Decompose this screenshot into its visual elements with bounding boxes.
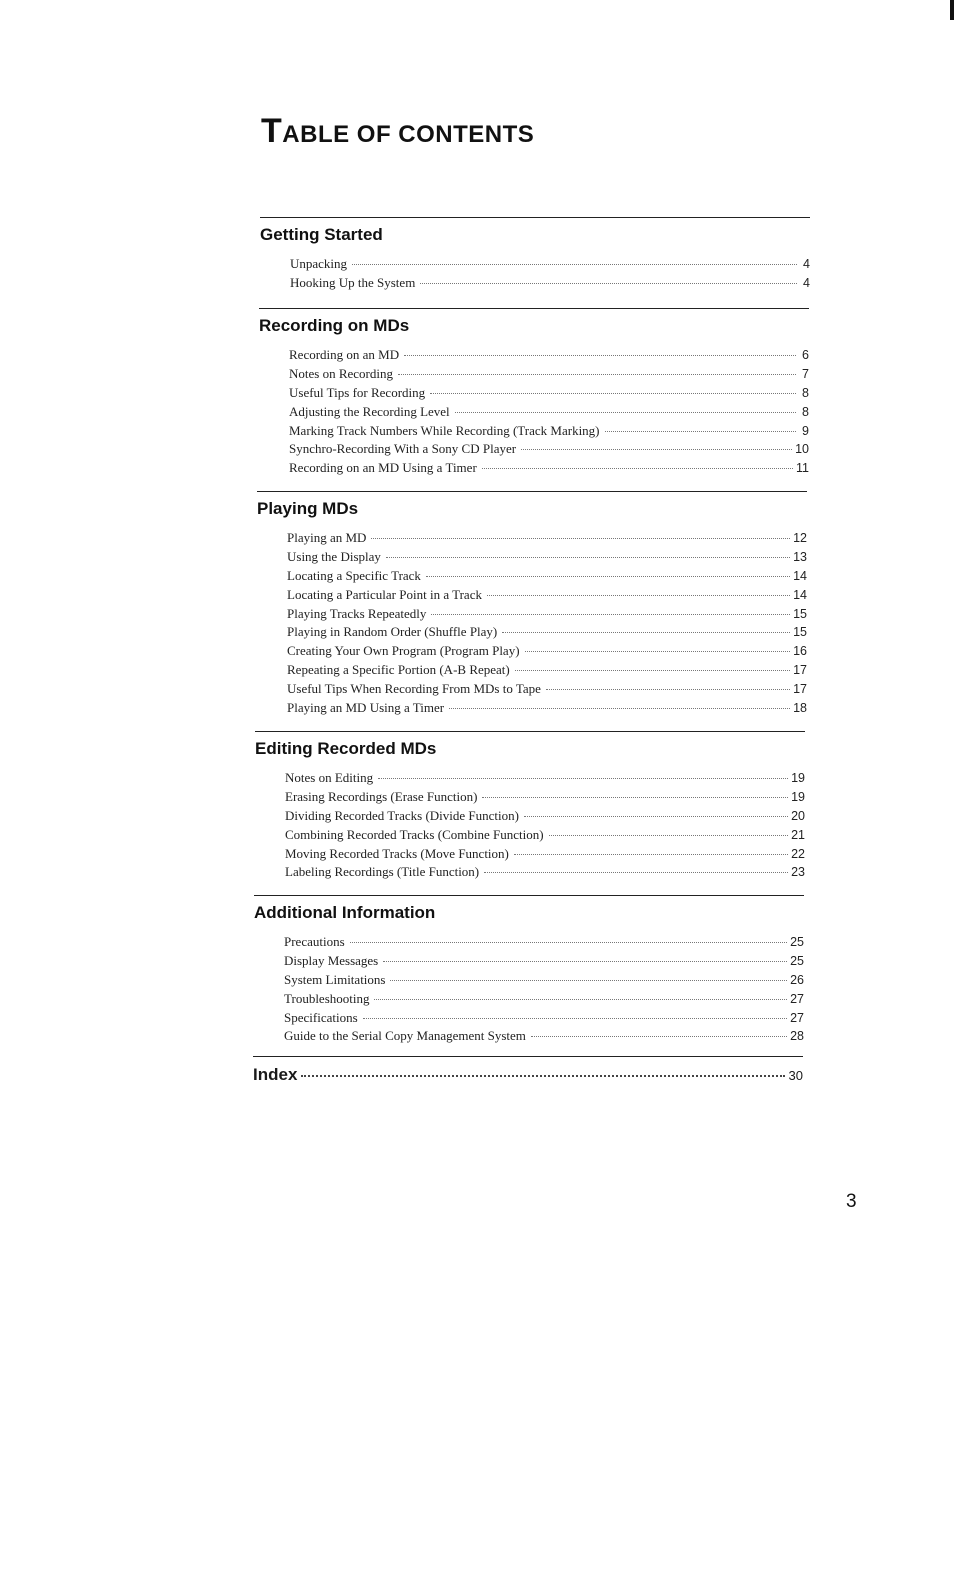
dot-leader [487, 595, 790, 596]
entry-page: 14 [793, 587, 807, 602]
entry-label: Marking Track Numbers While Recording (Track Marking) [289, 422, 600, 438]
entry-page: 19 [791, 789, 805, 804]
entry-page: 17 [793, 663, 807, 678]
entry-page: 12 [793, 531, 807, 545]
dot-leader [426, 576, 790, 577]
entry-label: Display Messages [284, 952, 379, 968]
toc-entry[interactable] [287, 699, 807, 718]
entry-page: 10 [795, 442, 809, 457]
entry-label: Moving Recorded Tracks (Move Function) [285, 845, 509, 861]
index-label: Index [253, 1065, 298, 1084]
toc-entry[interactable] [284, 952, 804, 971]
entry-label: Recording on an MD [289, 347, 400, 362]
dot-leader [449, 708, 790, 709]
entry-label: Adjusting the Recording Level [289, 403, 450, 419]
entry-label: Troubleshooting [284, 990, 370, 1006]
toc-entry[interactable] [289, 346, 809, 365]
entry-page: 21 [791, 827, 805, 842]
dot-leader [431, 614, 790, 615]
dot-leader [383, 961, 787, 962]
index-section [253, 1056, 803, 1085]
title-rest: ABLE OF CONTENTS [282, 121, 535, 148]
toc-entry[interactable] [289, 384, 809, 403]
toc-entry[interactable] [287, 680, 807, 699]
toc-entry[interactable] [290, 274, 810, 293]
entry-page: 25 [790, 935, 804, 949]
page-title [261, 112, 534, 151]
dot-leader [455, 412, 796, 413]
dot-leader [430, 393, 796, 394]
entry-page: 17 [793, 682, 807, 697]
dot-leader [484, 872, 788, 873]
toc-entry[interactable] [284, 990, 804, 1009]
toc-entry[interactable] [285, 863, 805, 882]
entry-page: 23 [791, 865, 805, 880]
toc-entry[interactable] [285, 807, 805, 826]
section-rule [260, 217, 810, 218]
entry-page: 25 [790, 953, 804, 968]
toc-entry[interactable] [287, 567, 807, 586]
dot-leader [502, 632, 790, 633]
entry-page: 26 [790, 972, 804, 987]
entry-label: Locating a Particular Point in a Track [287, 586, 482, 602]
entry-label: Notes on Recording [289, 365, 393, 381]
toc-entry[interactable] [285, 845, 805, 864]
index-entry[interactable] [253, 1065, 803, 1085]
dot-leader [398, 374, 796, 375]
section-heading[interactable]: Editing Recorded MDs [255, 739, 437, 758]
toc-entry[interactable] [289, 440, 809, 459]
toc-entry[interactable] [287, 586, 807, 605]
toc-entry[interactable] [284, 933, 804, 952]
dot-leader [363, 1018, 787, 1019]
entry-page: 20 [791, 808, 805, 823]
dot-leader [549, 835, 789, 836]
section-heading[interactable]: Additional Information [254, 903, 436, 922]
entry-label: Unpacking [290, 256, 348, 271]
section-heading[interactable]: Recording on MDs [259, 316, 410, 335]
entry-label: Synchro-Recording With a Sony CD Player [289, 441, 517, 457]
dot-leader [386, 557, 790, 558]
dot-leader [515, 670, 790, 671]
entry-page: 16 [793, 644, 807, 659]
entry-label: Playing an MD Using a Timer [287, 700, 445, 716]
entry-page: 27 [790, 991, 804, 1006]
entry-label: Useful Tips for Recording [289, 384, 426, 400]
toc-entry[interactable] [287, 661, 807, 680]
section-rule [259, 308, 809, 309]
dot-leader [374, 999, 787, 1000]
toc-entry[interactable] [290, 255, 810, 274]
entry-page: 6 [802, 348, 809, 362]
toc-entry[interactable] [287, 623, 807, 642]
entry-label: Repeating a Specific Portion (A-B Repeat) [287, 662, 510, 678]
entry-page: 22 [791, 846, 805, 861]
page-number: 3 [846, 1191, 857, 1212]
entry-page: 15 [793, 606, 807, 621]
section-getting-started [260, 217, 810, 293]
entry-label: Combining Recorded Tracks (Combine Function) [285, 826, 544, 842]
dot-leader [378, 778, 788, 779]
dot-leader [371, 538, 790, 539]
entry-page: 28 [790, 1029, 804, 1044]
entry-label: Hooking Up the System [290, 274, 416, 290]
entry-page: 7 [802, 366, 809, 381]
toc-entry[interactable] [284, 1009, 804, 1028]
toc-entry[interactable] [287, 529, 807, 548]
entry-label: Specifications [284, 1009, 358, 1025]
entry-label: Locating a Specific Track [287, 567, 421, 583]
section-additional-information [254, 895, 804, 1046]
dot-leader [514, 854, 788, 855]
dot-leader [546, 689, 790, 690]
section-rule [253, 1056, 803, 1057]
dot-leader [531, 1036, 787, 1037]
entry-page: 13 [793, 549, 807, 564]
dot-leader [301, 1075, 784, 1077]
toc-entry[interactable] [287, 548, 807, 567]
toc-entry[interactable] [285, 826, 805, 845]
toc-entry[interactable] [289, 365, 809, 384]
dot-leader [525, 651, 791, 652]
dot-leader [350, 942, 787, 943]
scan-edge-mark [950, 0, 954, 20]
dot-leader [352, 264, 797, 265]
entry-page: 19 [791, 771, 805, 785]
entry-label: Useful Tips When Recording From MDs to Tape [287, 681, 541, 697]
entry-label: Playing Tracks Repeatedly [287, 605, 427, 621]
section-playing-mds [257, 491, 807, 718]
dot-leader [390, 980, 787, 981]
toc-entry[interactable] [289, 403, 809, 422]
entry-page: 8 [802, 385, 809, 400]
entry-label: Dividing Recorded Tracks (Divide Function) [285, 807, 519, 823]
toc-entry[interactable] [287, 642, 807, 661]
entry-page: 15 [793, 625, 807, 640]
entry-page: 4 [803, 257, 810, 271]
toc-entry[interactable] [285, 769, 805, 788]
entry-label: System Limitations [284, 971, 386, 987]
index-page: 30 [788, 1068, 803, 1083]
entry-page: 11 [796, 461, 809, 476]
entry-label: Using the Display [287, 548, 381, 564]
entry-page: 9 [802, 423, 809, 438]
section-editing-recorded-mds [255, 731, 805, 882]
section-heading[interactable]: Playing MDs [257, 499, 359, 518]
section-rule [257, 491, 807, 492]
entry-page: 4 [803, 275, 810, 290]
toc-entry[interactable] [284, 971, 804, 990]
section-heading[interactable]: Getting Started [260, 225, 383, 244]
dot-leader [524, 816, 788, 817]
title-initial: T [261, 112, 283, 150]
toc-entry[interactable] [289, 459, 809, 478]
entry-label: Notes on Editing [285, 770, 374, 785]
dot-leader [605, 431, 796, 432]
toc-entry[interactable] [284, 1027, 804, 1046]
dot-leader [521, 449, 792, 450]
section-rule [254, 895, 804, 896]
dot-leader [482, 797, 788, 798]
dot-leader [404, 355, 796, 356]
entry-label: Erasing Recordings (Erase Function) [285, 788, 478, 804]
dot-leader [420, 283, 797, 284]
entry-label: Guide to the Serial Copy Management System [284, 1028, 526, 1044]
entry-label: Creating Your Own Program (Program Play) [287, 643, 520, 659]
section-recording-on-mds [259, 308, 809, 478]
entry-label: Playing in Random Order (Shuffle Play) [287, 624, 498, 640]
entry-page: 18 [793, 701, 807, 716]
entry-page: 8 [802, 404, 809, 419]
entry-label: Precautions [284, 934, 345, 949]
dot-leader [482, 468, 793, 469]
entry-label: Labeling Recordings (Title Function) [285, 864, 480, 880]
toc-entry[interactable] [289, 422, 809, 441]
toc-entry[interactable] [285, 788, 805, 807]
entry-label: Playing an MD [287, 530, 367, 545]
entry-page: 14 [793, 568, 807, 583]
toc-entry[interactable] [287, 605, 807, 624]
entry-label: Recording on an MD Using a Timer [289, 460, 477, 476]
section-rule [255, 731, 805, 732]
entry-page: 27 [790, 1010, 804, 1025]
